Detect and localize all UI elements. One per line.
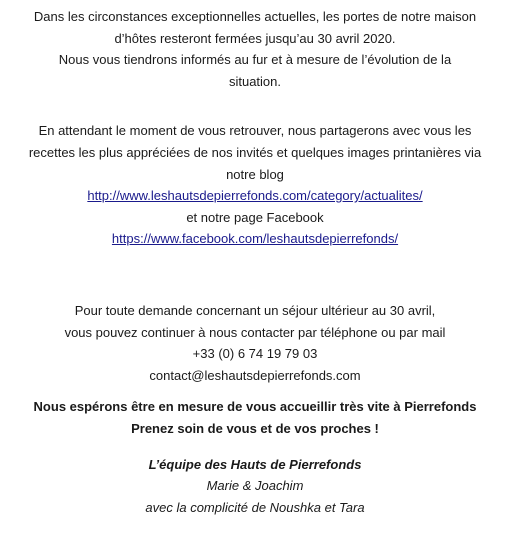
- contact-paragraph: [0, 300, 510, 386]
- closing-line: Nous espérons être en mesure de vous accueillir très vite à Pierrefonds: [33, 399, 477, 415]
- signature-names: Marie & Joachim: [206, 478, 304, 494]
- spacer: [0, 440, 510, 454]
- closing-message: [0, 396, 510, 439]
- sharing-line: En attendant le moment de vous retrouver, nous partagerons avec vous les: [38, 123, 472, 139]
- spacer: [0, 386, 510, 396]
- email-address: contact@leshautsdepierrefonds.com: [149, 367, 361, 383]
- team-signature: L’équipe des Hauts de Pierrefonds: [148, 456, 362, 472]
- signature-block: [0, 454, 510, 519]
- notice-line: d’hôtes resteront fermées jusqu’au 30 avril 2020.: [114, 30, 396, 46]
- closing-line: Prenez soin de vous et de vos proches !: [131, 420, 379, 436]
- blog-link[interactable]: http://www.leshautsdepierrefonds.com/category/actualites/: [87, 188, 423, 204]
- notice-line: Dans les circonstances exceptionnelles actuelles, les portes de notre maison: [33, 9, 477, 24]
- sharing-line: notre blog: [226, 166, 284, 182]
- contact-line: vous pouvez continuer à nous contacter par téléphone ou par mail: [64, 324, 446, 340]
- notice-line: situation.: [228, 73, 282, 89]
- facebook-intro: et notre page Facebook: [186, 209, 324, 225]
- sharing-paragraph: [0, 120, 510, 250]
- facebook-link[interactable]: https://www.facebook.com/leshautsdepierrefonds/: [111, 231, 399, 247]
- phone-number: +33 (0) 6 74 19 79 03: [192, 346, 318, 362]
- contact-line: Pour toute demande concernant un séjour ultérieur au 30 avril,: [74, 302, 436, 318]
- spacer: [0, 250, 510, 300]
- signature-credit: avec la complicité de Noushka et Tara: [145, 499, 365, 515]
- spacer: [0, 92, 510, 120]
- sharing-line: recettes les plus appréciées de nos invités et quelques images printanières via: [28, 144, 482, 160]
- notice-line: Nous vous tiendrons informés au fur et à mesure de l’évolution de la: [58, 52, 452, 68]
- closure-notice: [0, 6, 510, 92]
